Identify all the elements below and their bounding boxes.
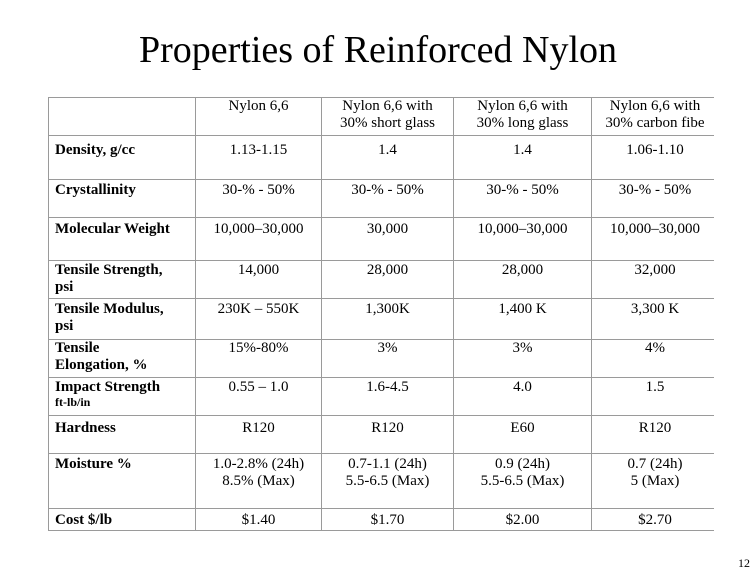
table-header-row — [49, 98, 715, 136]
property-label — [49, 299, 196, 340]
column-header — [196, 98, 322, 136]
value-text: 32,000 — [634, 262, 676, 278]
value-cell — [592, 218, 715, 261]
value-cell — [454, 340, 592, 378]
property-label-line2: psi — [55, 279, 74, 295]
table-row — [49, 509, 715, 531]
value-text: 5.5-6.5 (Max) — [480, 473, 565, 489]
value-text: 3% — [377, 340, 398, 356]
column-header-line: Nylon 6,6 with — [342, 98, 433, 114]
value-text: 5 (Max) — [630, 473, 680, 489]
value-text: 28,000 — [501, 262, 544, 278]
column-header-line: Nylon 6,6 — [228, 98, 289, 114]
property-label-text: Cost $/lb — [55, 512, 113, 528]
page-number: 12 — [738, 556, 750, 570]
column-header-line: 30% long glass — [476, 115, 569, 131]
column-header — [592, 98, 715, 136]
value-text: 0.55 – 1.0 — [228, 379, 289, 395]
value-cell — [592, 261, 715, 299]
column-header-line: Nylon 6,6 with — [609, 98, 701, 114]
column-header-line: 30% short glass — [340, 115, 435, 131]
value-text: 10,000–30,000 — [213, 221, 304, 237]
value-cell — [322, 416, 454, 454]
value-cell — [592, 340, 715, 378]
value-cell — [592, 416, 715, 454]
value-text: 0.7-1.1 (24h) — [348, 456, 427, 472]
value-text: 8.5% (Max) — [222, 473, 295, 489]
property-label-text: Tensile — [55, 340, 100, 356]
table-row — [49, 299, 715, 340]
property-label-text: Hardness — [55, 420, 116, 436]
value-cell — [454, 218, 592, 261]
value-text: $2.00 — [505, 512, 540, 528]
value-cell — [592, 454, 715, 509]
value-text: 28,000 — [366, 262, 409, 278]
property-label — [49, 340, 196, 378]
value-cell — [322, 261, 454, 299]
column-header — [322, 98, 454, 136]
table-row — [49, 136, 715, 180]
value-cell — [454, 261, 592, 299]
property-label-text: Tensile Strength, — [55, 262, 163, 278]
value-text: 30-% - 50% — [222, 182, 295, 198]
header-corner-cell — [49, 98, 196, 136]
slide-title: Properties of Reinforced Nylon — [138, 29, 618, 71]
value-cell — [196, 378, 322, 416]
property-label-text: Density, g/cc — [55, 142, 135, 158]
property-unit: ft-lb/in — [55, 395, 91, 409]
value-cell — [322, 299, 454, 340]
value-text: R120 — [242, 420, 275, 436]
value-text: 30-% - 50% — [486, 182, 559, 198]
value-cell — [454, 416, 592, 454]
value-text: $2.70 — [638, 512, 672, 528]
property-label-text: Impact Strength — [55, 379, 161, 395]
value-text: 1,400 K — [498, 301, 547, 317]
value-cell — [592, 509, 715, 531]
table-row — [49, 378, 715, 416]
value-cell — [196, 261, 322, 299]
value-text: $1.40 — [241, 512, 276, 528]
property-label — [49, 180, 196, 218]
value-cell — [322, 180, 454, 218]
value-cell — [322, 136, 454, 180]
value-cell — [454, 509, 592, 531]
table-row — [49, 416, 715, 454]
value-text: 4.0 — [513, 379, 532, 395]
property-label-text: Molecular Weight — [55, 221, 170, 237]
column-header-line: Nylon 6,6 with — [477, 98, 568, 114]
value-text: 1.4 — [513, 142, 532, 158]
value-cell — [454, 180, 592, 218]
value-text: R120 — [638, 420, 672, 436]
value-text: E60 — [510, 420, 535, 436]
table-row — [49, 340, 715, 378]
value-text: 3,300 K — [630, 301, 680, 317]
value-text: 30,000 — [366, 221, 409, 237]
value-text: 10,000–30,000 — [610, 221, 700, 237]
value-text: 14,000 — [237, 262, 280, 278]
value-cell — [322, 509, 454, 531]
property-label-text: Crystallinity — [55, 182, 136, 198]
property-label — [49, 136, 196, 180]
value-cell — [454, 454, 592, 509]
value-cell — [322, 340, 454, 378]
property-label — [49, 509, 196, 531]
value-cell — [196, 299, 322, 340]
value-cell — [196, 454, 322, 509]
property-label — [49, 261, 196, 299]
value-text: $1.70 — [370, 512, 405, 528]
column-header — [454, 98, 592, 136]
table-row — [49, 180, 715, 218]
value-text: 1.13-1.15 — [229, 142, 288, 158]
value-cell — [196, 218, 322, 261]
property-label-text: Moisture % — [55, 456, 132, 472]
property-label-text: Tensile Modulus, — [55, 301, 164, 317]
value-text: 1.6-4.5 — [366, 379, 409, 395]
value-text: R120 — [371, 420, 404, 436]
value-text: 3% — [512, 340, 533, 356]
value-text: 4% — [645, 340, 665, 356]
value-cell — [322, 378, 454, 416]
value-cell — [454, 299, 592, 340]
property-label — [49, 454, 196, 509]
table-row — [49, 218, 715, 261]
value-text: 1.5 — [645, 379, 665, 395]
value-text: 30-% - 50% — [351, 182, 424, 198]
value-text: 15%-80% — [228, 340, 289, 356]
value-cell — [592, 299, 715, 340]
value-cell — [196, 416, 322, 454]
table-row — [49, 261, 715, 299]
property-label-line2: Elongation, % — [55, 357, 148, 373]
value-text: 5.5-6.5 (Max) — [345, 473, 430, 489]
value-cell — [454, 136, 592, 180]
value-cell — [592, 180, 715, 218]
value-text: 230K – 550K — [217, 301, 300, 317]
value-cell — [196, 136, 322, 180]
value-cell — [322, 218, 454, 261]
value-cell — [196, 340, 322, 378]
property-label — [49, 416, 196, 454]
value-text: 1.4 — [378, 142, 397, 158]
value-text: 1.06-1.10 — [626, 142, 684, 158]
value-cell — [454, 378, 592, 416]
property-label-line2: psi — [55, 318, 74, 334]
value-cell — [322, 454, 454, 509]
properties-table-container — [48, 97, 714, 540]
value-text: 1.0-2.8% (24h) — [212, 456, 305, 472]
value-text: 0.9 (24h) — [495, 456, 550, 472]
value-cell — [592, 378, 715, 416]
properties-table — [48, 97, 714, 531]
value-cell — [196, 509, 322, 531]
value-cell — [196, 180, 322, 218]
value-text: 1,300K — [365, 301, 410, 317]
value-text: 0.7 (24h) — [627, 456, 683, 472]
property-label — [49, 378, 196, 416]
column-header-line: 30% carbon fibe — [605, 115, 705, 131]
value-text: 10,000–30,000 — [477, 221, 568, 237]
value-text: 30-% - 50% — [618, 182, 692, 198]
value-cell — [592, 136, 715, 180]
table-row — [49, 454, 715, 509]
property-label — [49, 218, 196, 261]
